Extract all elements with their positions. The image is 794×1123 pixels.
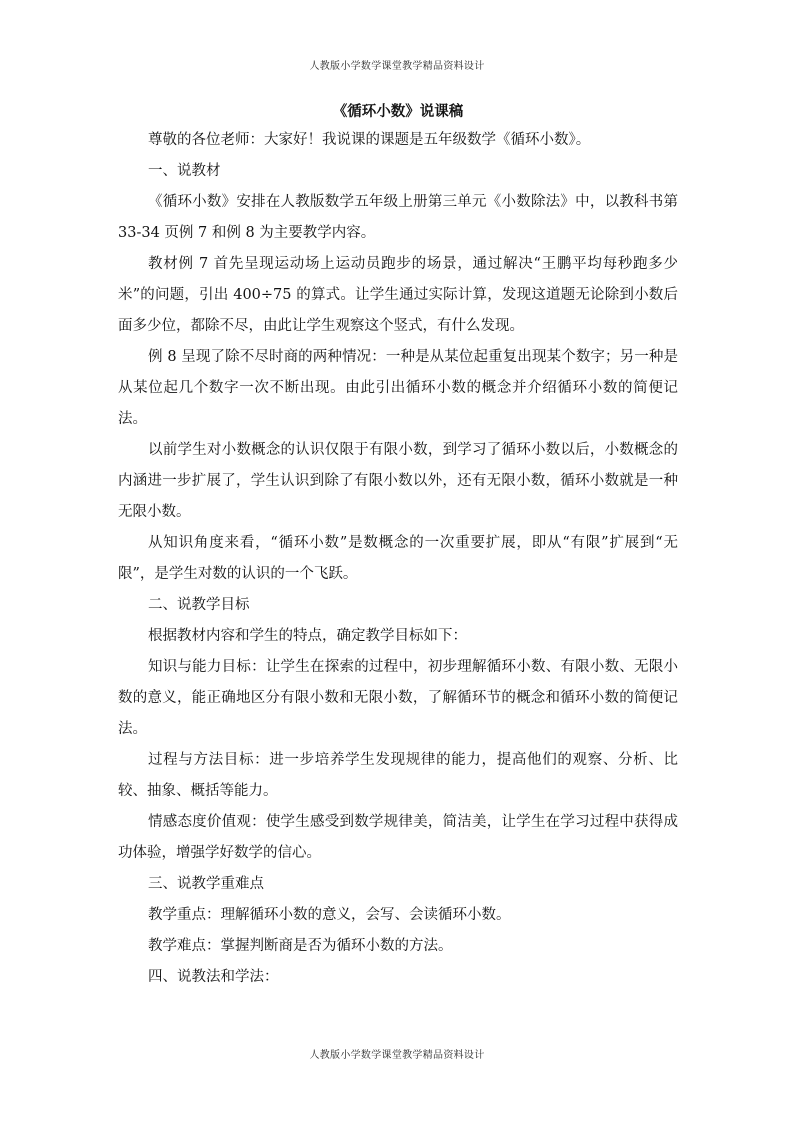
paragraph: 《循环小数》安排在人教版数学五年级上册第三单元《小数除法》中，以教科书第 33-34 页例 7 和例 8 为主要教学内容。: [118, 194, 678, 241]
paragraph: 例 8 呈现了除不尽时商的两种情况：一种是从某位起重复出现某个数字；另一种是从某位起几个数字一次不断出现。由此引出循环小数的概念并介绍循环小数的简便记法。: [118, 349, 678, 427]
paragraph-greeting: 尊敬的各位老师：大家好！我说课的课题是五年级数学《循环小数》。: [148, 132, 591, 148]
section-heading-2: 二、说教学目标: [148, 597, 250, 613]
section-heading-1: 一、说教材: [148, 163, 221, 179]
paragraph: 教学难点：掌握判断商是否为循环小数的方法。: [148, 938, 453, 954]
page-footer: 人教版小学数学课堂教学精品资料设计: [309, 1050, 485, 1061]
section-heading-3: 三、说教学重难点: [148, 876, 264, 892]
paragraph: 情感态度价值观：使学生感受到数学规律美，简洁美，让学生在学习过程中获得成功体验，增强学好数学的信心。: [118, 814, 678, 861]
paragraph: 知识与能力目标：让学生在探索的过程中，初步理解循环小数、有限小数、无限小数的意义，能正确地区分有限小数和无限小数，了解循环节的概念和循环小数的简便记法。: [118, 659, 678, 737]
section-heading-4: 四、说教法和学法：: [148, 969, 279, 985]
paragraph: 过程与方法目标：进一步培养学生发现规律的能力，提高他们的观察、分析、比较、抽象、概括等能力。: [118, 752, 678, 799]
paragraph: 从知识角度来看，“循环小数”是数概念的一次重要扩展，即从“有限”扩展到“无限”，是学生对数的认识的一个飞跃。: [118, 535, 678, 582]
paragraph: 以前学生对小数概念的认识仅限于有限小数，到学习了循环小数以后，小数概念的内涵进一步扩展了，学生认识到除了有限小数以外，还有无限小数，循环小数就是一种无限小数。: [118, 442, 678, 520]
document-title: 《循环小数》说课稿: [332, 104, 464, 120]
page-header: 人教版小学数学课堂教学精品资料设计: [309, 61, 485, 72]
paragraph: 教材例 7 首先呈现运动场上运动员跑步的场景，通过解决“王鹏平均每秒跑多少米”的问题，引出 400÷75 的算式。让学生通过实际计算，发现这道题无论除到小数后面多少位，都除不尽，由此让学生观察这个竖式，有什么发现。: [118, 256, 678, 334]
paragraph: 教学重点：理解循环小数的意义，会写、会读循环小数。: [148, 907, 511, 923]
document-body: [118, 98, 678, 993]
paragraph: 根据教材内容和学生的特点，确定教学目标如下：: [148, 628, 467, 644]
